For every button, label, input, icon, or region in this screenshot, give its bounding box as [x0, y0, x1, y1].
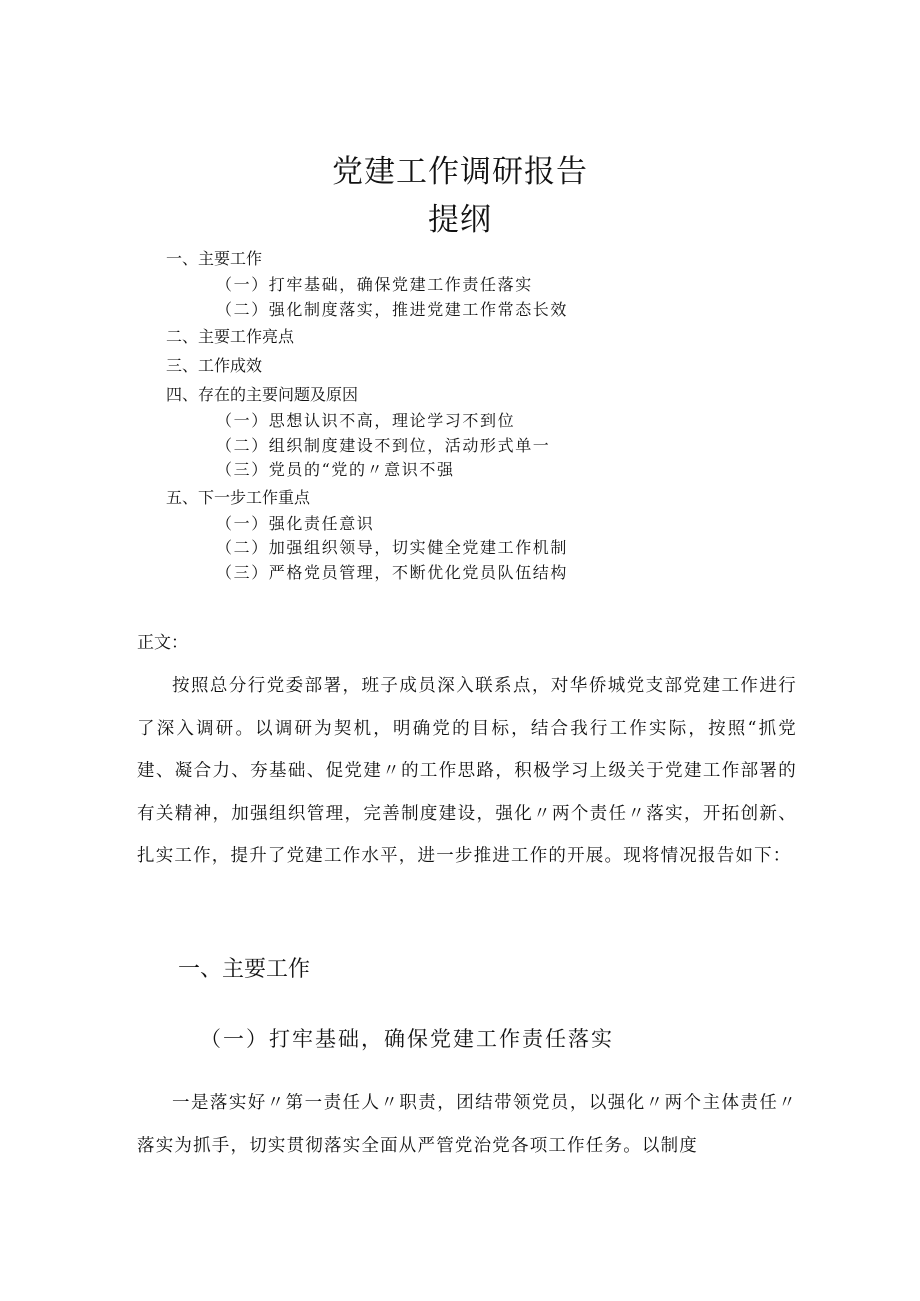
- outline-subitem: （一）强化责任意识: [216, 513, 375, 533]
- outline-subitem: （一）思想认识不高，理论学习不到位: [216, 411, 516, 430]
- body-paragraph: 一是落实好〃第一责任人〃职责，团结带领党员，以强化〃两个主体责任〃落实为抓手，切实贯彻落实全面从严管党治党各项工作任务。以制度: [137, 1093, 797, 1156]
- outline-item: [0, 380, 920, 483]
- outline-heading: 五、下一步工作重点: [166, 487, 311, 507]
- outline-subitem: （三）严格党员管理，不断优化党员队伍结构: [216, 562, 569, 582]
- document-title: 党建工作调研报告: [332, 154, 588, 190]
- outline-sublist: [0, 512, 920, 586]
- outline-subitem: （三）党员的“党的〃意识不强: [216, 460, 455, 479]
- intro-paragraph: 按照总分行党委部署，班子成员深入联系点，对华侨城党支部党建工作进行了深入调研。以调研为契机，明确党的目标，结合我行工作实际，按照“抓党建、凝合力、夯基础、促党建〃的工作思路，积极学习上级关于党建工作部署的有关精神，加强组织管理，完善制度建设，强化〃两个责任〃落实，开拓创新、扎实工作，提升了党建工作水平，进一步推进工作的开展。现将情况报告如下：: [137, 676, 797, 866]
- outline-item: [0, 483, 920, 586]
- outline-list: [0, 244, 920, 585]
- outline-item: [0, 244, 920, 322]
- outline-item: [0, 322, 920, 351]
- outline-heading: 四、存在的主要问题及原因: [166, 385, 359, 404]
- outline-subitem: （二）组织制度建设不到位，活动形式单一: [216, 435, 551, 455]
- outline-item: [0, 351, 920, 380]
- outline-heading: 一、主要工作: [166, 249, 263, 268]
- body-label: 正文：: [137, 633, 188, 653]
- sub-heading: （一）打牢基础，确保党建工作责任落实: [200, 1027, 614, 1051]
- outline-subitem: （二）加强组织领导，切实健全党建工作机制: [216, 538, 569, 557]
- outline-heading: 二、主要工作亮点: [166, 327, 295, 346]
- section-heading: 一、主要工作: [178, 957, 311, 982]
- outline-subitem: （一）打牢基础，确保党建工作责任落实: [216, 275, 533, 294]
- outline-subitem: （二）强化制度落实，推进党建工作常态长效: [216, 299, 569, 319]
- outline-sublist: [0, 409, 920, 483]
- outline-heading: 三、工作成效: [166, 356, 263, 375]
- document-subtitle: 提纲: [428, 202, 492, 238]
- outline-sublist: [0, 273, 920, 322]
